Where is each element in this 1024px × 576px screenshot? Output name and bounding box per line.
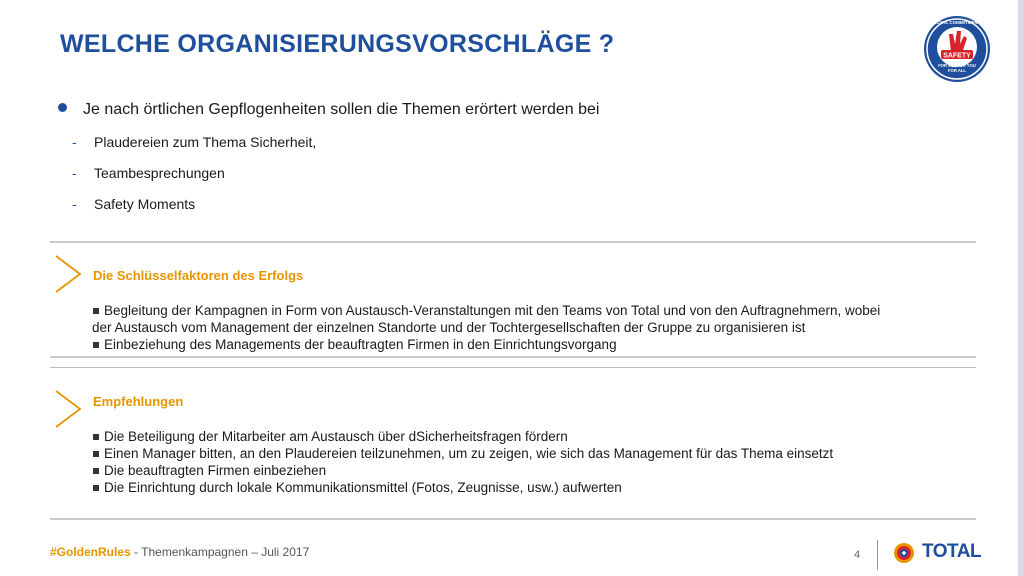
square-bullet-icon	[93, 434, 99, 440]
list-item: Die Beteiligung der Mitarbeiter am Austausch über dSicherheitsfragen fördern	[92, 428, 972, 445]
section-title-success-factors: Die Schlüsselfaktoren des Erfolgs	[93, 268, 304, 283]
footer-separator	[877, 540, 878, 570]
divider	[50, 367, 976, 368]
sub-bullet: - Safety Moments	[72, 196, 196, 212]
list-item: Begleitung der Kampagnen in Form von Austausch-Veranstaltungen mit den Teams von Total und von den Auftragnehmern, wobei	[92, 302, 972, 319]
chevron-right-icon	[54, 254, 82, 294]
sub-bullet-text: Teambesprechungen	[94, 165, 225, 181]
section-title-recommendations: Empfehlungen	[93, 394, 184, 409]
sub-bullet-text: Safety Moments	[94, 196, 196, 212]
footer-caption-text: - Themenkampagnen – Juli 2017	[130, 545, 310, 559]
success-factors-text	[92, 302, 972, 353]
square-bullet-icon	[93, 468, 99, 474]
svg-text:FOR ALL: FOR ALL	[948, 68, 966, 73]
divider	[50, 241, 976, 243]
bullet-dot-icon	[58, 103, 67, 112]
slide-title: WELCHE ORGANISIERUNGSVORSCHLÄGE ?	[60, 30, 615, 58]
sub-bullet-text: Plaudereien zum Thema Sicherheit,	[94, 134, 317, 150]
list-item: Einbeziehung des Managements der beauftragten Firmen in den Einrichtungsvorgang	[92, 336, 972, 353]
square-bullet-icon	[93, 308, 99, 314]
main-bullet	[58, 101, 599, 119]
list-item: Die Einrichtung durch lokale Kommunikationsmittel (Fotos, Zeugnisse, usw.) aufwerten	[92, 479, 972, 496]
divider	[50, 518, 976, 520]
square-bullet-icon	[93, 451, 99, 457]
page-number: 4	[854, 549, 861, 561]
square-bullet-icon	[93, 342, 99, 348]
svg-text:TOTAL COMMITMENT: TOTAL COMMITMENT	[933, 20, 981, 25]
sub-bullet: - Teambesprechungen	[72, 165, 225, 181]
list-item: Einen Manager bitten, an den Plaudereien teilzunehmen, um zu zeigen, wie sich das Management für das Thema einsetzt	[92, 445, 972, 462]
right-edge-strip	[1018, 0, 1024, 576]
total-logo-text: TOTAL	[922, 541, 982, 562]
svg-text:FOR ME, FOR YOU: FOR ME, FOR YOU	[938, 63, 976, 68]
sub-bullet: - Plaudereien zum Thema Sicherheit,	[72, 134, 317, 150]
list-item: Die beauftragten Firmen einbeziehen	[92, 462, 972, 479]
svg-text:SAFETY: SAFETY	[943, 52, 971, 60]
footer-hashtag: #GoldenRules	[50, 545, 131, 559]
divider	[50, 356, 976, 358]
square-bullet-icon	[93, 485, 99, 491]
main-bullet-text: Je nach örtlichen Gepflogenheiten sollen die Themen erörtert werden bei	[83, 101, 600, 118]
footer-caption	[50, 545, 309, 559]
recommendations-text	[92, 428, 972, 496]
chevron-right-icon	[54, 389, 82, 429]
safety-commitment-badge-icon	[922, 14, 992, 84]
list-item-continuation: der Austausch vom Management der einzelnen Standorte und der Tochtergesellschaften der Gruppe zu organisieren ist	[92, 320, 806, 335]
